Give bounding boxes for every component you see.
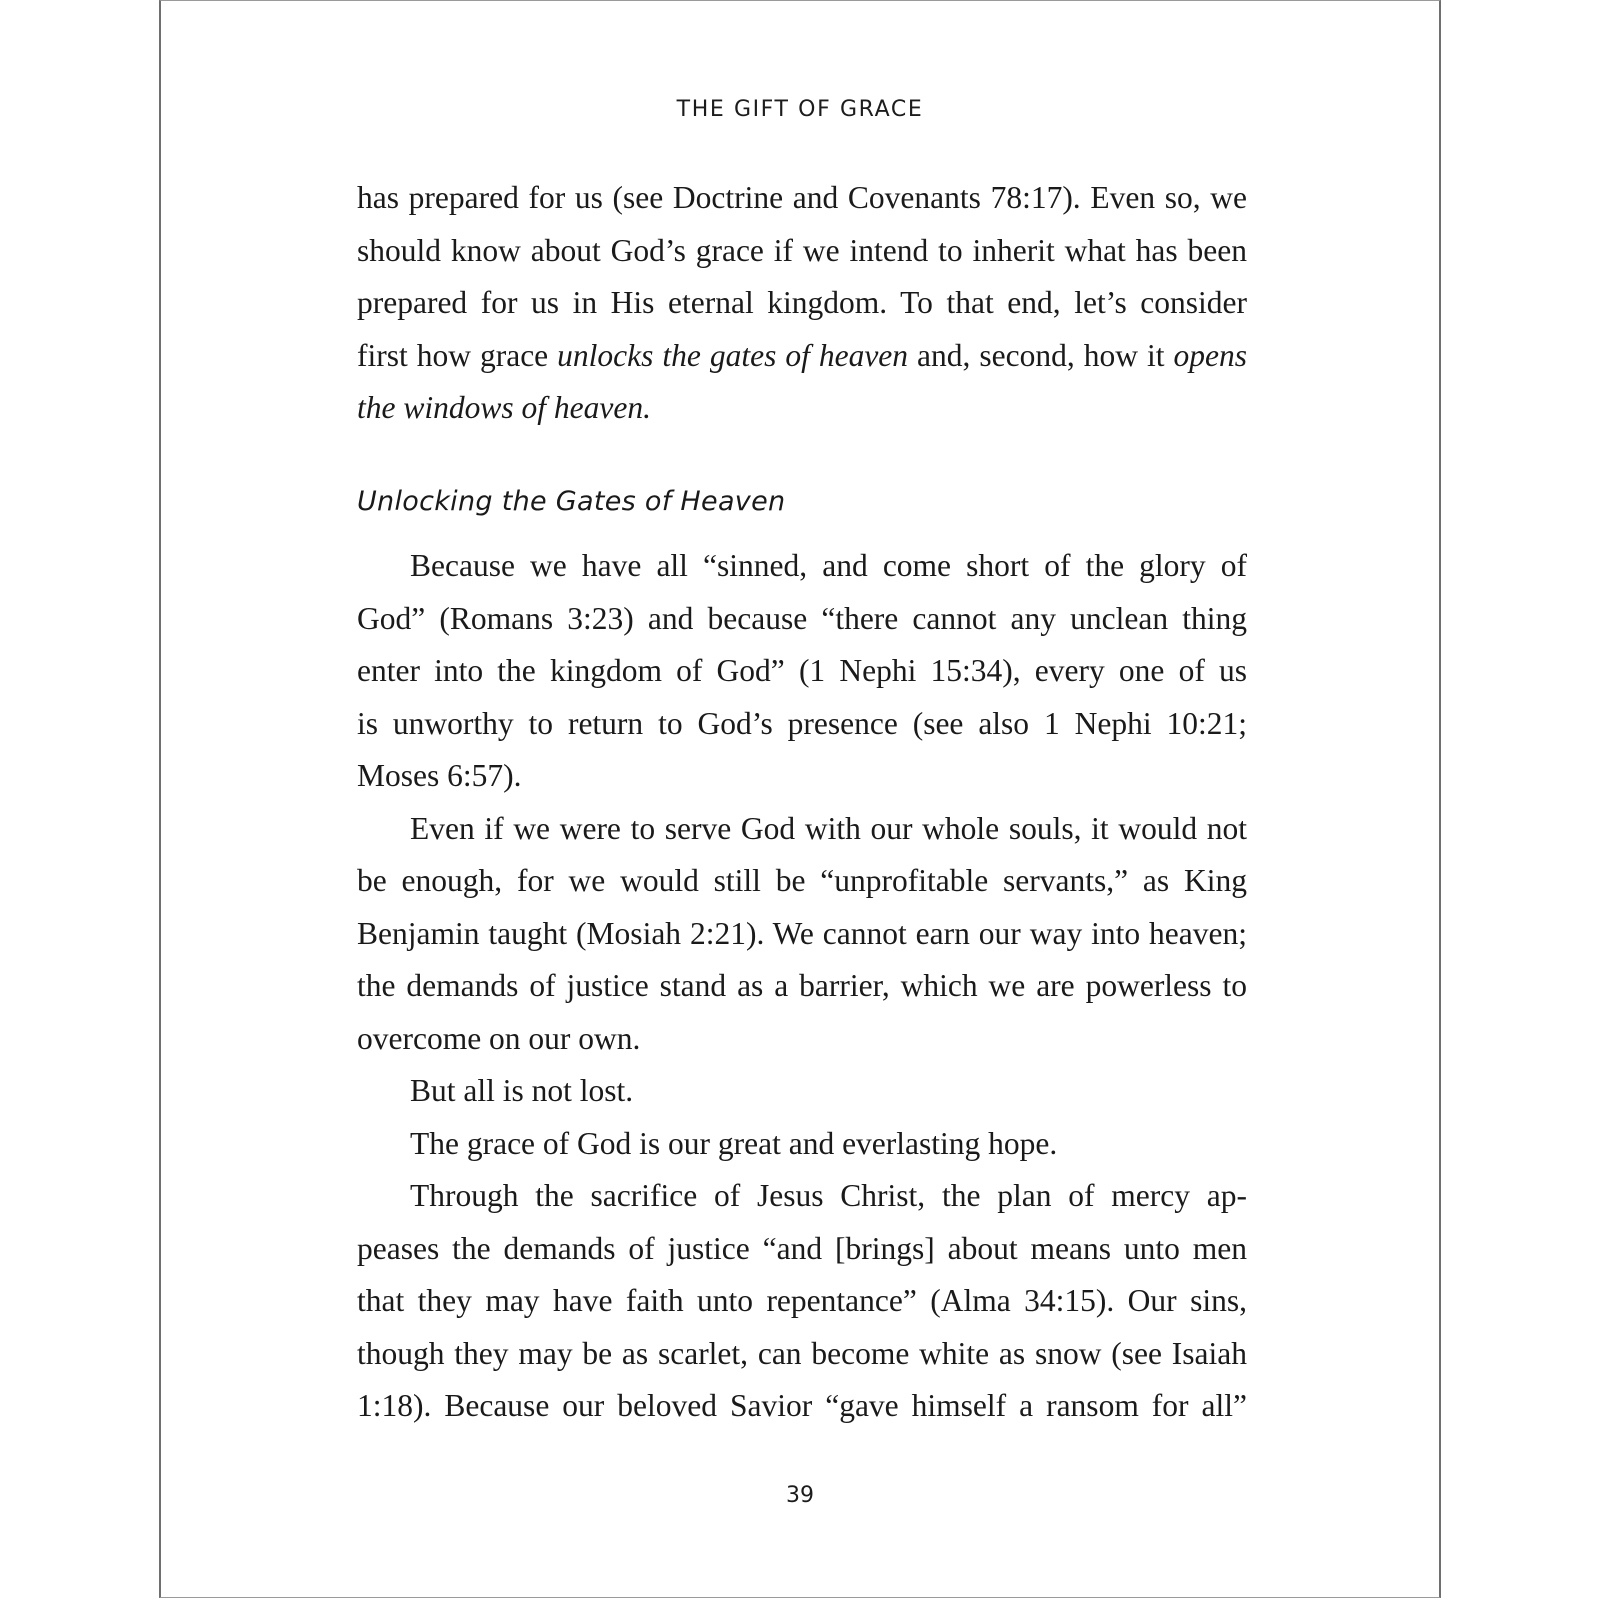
text-line: Through the sacrifice of Jesus Christ, the plan of mercy ap- <box>410 1178 1247 1213</box>
text-run: and, second, how it <box>908 337 1174 373</box>
italic-phrase: opens <box>1173 337 1247 373</box>
text-line: that they may have faith unto repentance” (Alma 34:15). Our sins, <box>357 1283 1247 1318</box>
text-line: be enough, for we would still be “unprofitable servants,” as King <box>357 863 1247 898</box>
text-line: Moses 6:57). <box>357 758 522 793</box>
text-line: Because we have all “sinned, and come short of the glory of <box>410 548 1247 583</box>
text-line: peases the demands of justice “and [brings] about means unto men <box>357 1230 1247 1266</box>
text-line: God” (Romans 3:23) and because “there cannot any unclean thing <box>357 600 1247 636</box>
text-line <box>357 382 1247 435</box>
page-number: 39 <box>786 1483 814 1508</box>
italic-phrase: the windows of heaven. <box>357 390 651 425</box>
text-line: overcome on our own. <box>357 1020 641 1056</box>
body-text <box>357 540 1247 1433</box>
text-line: the demands of justice stand as a barrier, which we are powerless to <box>357 968 1247 1003</box>
text-line: should know about God’s grace if we intend to inherit what has been <box>357 232 1247 268</box>
text-line: prepared for us in His eternal kingdom. To that end, let’s consider <box>357 285 1247 320</box>
text-line: though they may be as scarlet, can become white as snow (see Isaiah <box>357 1335 1247 1371</box>
text-line: Even if we were to serve God with our whole souls, it would not <box>410 810 1247 846</box>
section-heading: Unlocking the Gates of Heaven <box>357 486 786 517</box>
text-line: But all is not lost. <box>410 1073 634 1108</box>
text-line: enter into the kingdom of God” (1 Nephi 15:34), every one of us <box>357 653 1247 688</box>
text-line: 1:18). Because our beloved Savior “gave himself a ransom for all” <box>357 1388 1247 1423</box>
running-head: THE GIFT OF GRACE <box>676 97 924 122</box>
text-line: Benjamin taught (Mosiah 2:21). We cannot earn our way into heaven; <box>357 915 1247 951</box>
text-line: is unworthy to return to God’s presence (see also 1 Nephi 10:21; <box>357 705 1247 741</box>
italic-phrase: unlocks the gates of heaven <box>557 337 909 373</box>
text-run: first how grace <box>357 337 558 373</box>
text-line: The grace of God is our great and everlasting hope. <box>410 1125 1058 1161</box>
intro-paragraph <box>357 172 1247 435</box>
text-line: has prepared for us (see Doctrine and Covenants 78:17). Even so, we <box>357 180 1247 215</box>
text-line <box>357 330 1247 383</box>
